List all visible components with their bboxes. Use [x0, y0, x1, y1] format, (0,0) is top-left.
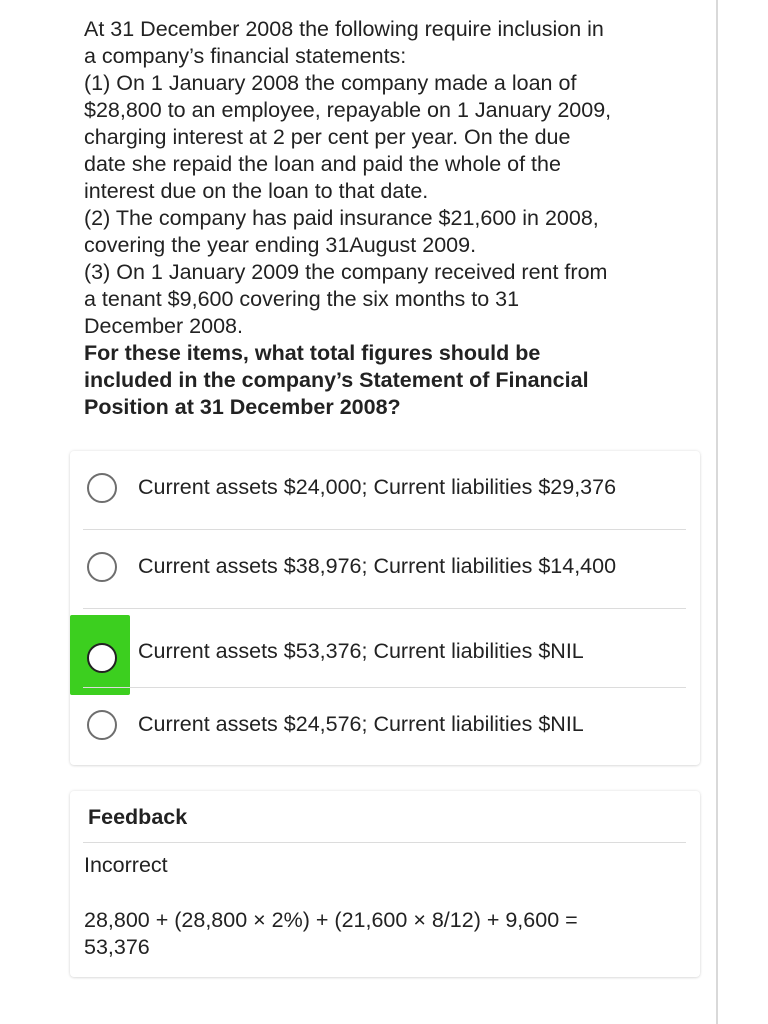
- answer-option-2[interactable]: [70, 530, 700, 609]
- question-line: (2) The company has paid insurance $21,600 in 2008,: [84, 206, 599, 230]
- question-line: $28,800 to an employee, repayable on 1 January 2009,: [84, 98, 612, 122]
- question-line: (1) On 1 January 2008 the company made a loan of: [84, 71, 577, 95]
- radio-area[interactable]: [70, 530, 130, 609]
- question-line: covering the year ending 31August 2009.: [84, 233, 477, 257]
- radio-area[interactable]: [70, 688, 130, 767]
- answer-option-label[interactable]: Current assets $24,000; Current liabilities $29,376: [138, 475, 617, 499]
- question-line: charging interest at 2 per cent per year. On the due: [84, 125, 571, 149]
- question-line: December 2008.: [84, 314, 243, 338]
- question-line: a tenant $9,600 covering the six months to 31: [84, 287, 520, 311]
- answer-options: [70, 451, 700, 765]
- radio-button[interactable]: [87, 552, 117, 582]
- question-line: interest due on the loan to that date.: [84, 179, 429, 203]
- divider: [83, 842, 686, 843]
- question-line: (3) On 1 January 2009 the company received rent from: [84, 260, 608, 284]
- answer-option-3-selected[interactable]: [70, 609, 700, 688]
- feedback-status: Incorrect: [84, 853, 168, 877]
- answer-option-label[interactable]: Current assets $53,376; Current liabilities $NIL: [138, 639, 584, 663]
- answer-option-4[interactable]: [70, 688, 700, 767]
- radio-button[interactable]: [87, 473, 117, 503]
- feedback-panel: [70, 791, 700, 977]
- feedback-title: Feedback: [88, 805, 188, 829]
- feedback-calculation: [84, 907, 674, 961]
- feedback-calculation-line: 28,800 + (28,800 × 2%) + (21,600 × 8/12) + 9,600 =: [84, 908, 578, 932]
- answer-option-1[interactable]: [70, 451, 700, 530]
- scroll-edge-divider: [716, 0, 718, 1024]
- question-line: date she repaid the loan and paid the whole of the: [84, 152, 561, 176]
- question-prompt-line: For these items, what total figures should be: [84, 341, 541, 365]
- answer-option-label[interactable]: Current assets $38,976; Current liabilities $14,400: [138, 554, 617, 578]
- radio-area[interactable]: [70, 451, 130, 530]
- radio-button[interactable]: [87, 710, 117, 740]
- feedback-calculation-line: 53,376: [84, 935, 150, 959]
- question-line: At 31 December 2008 the following require inclusion in: [84, 17, 604, 41]
- radio-button[interactable]: [87, 643, 117, 673]
- question-text: [84, 16, 704, 421]
- answer-option-label[interactable]: Current assets $24,576; Current liabilities $NIL: [138, 712, 584, 736]
- question-line: a company’s financial statements:: [84, 44, 407, 68]
- question-prompt-line: included in the company’s Statement of Financial: [84, 368, 589, 392]
- selected-radio-highlight[interactable]: [70, 615, 130, 695]
- question-prompt-line: Position at 31 December 2008?: [84, 395, 401, 419]
